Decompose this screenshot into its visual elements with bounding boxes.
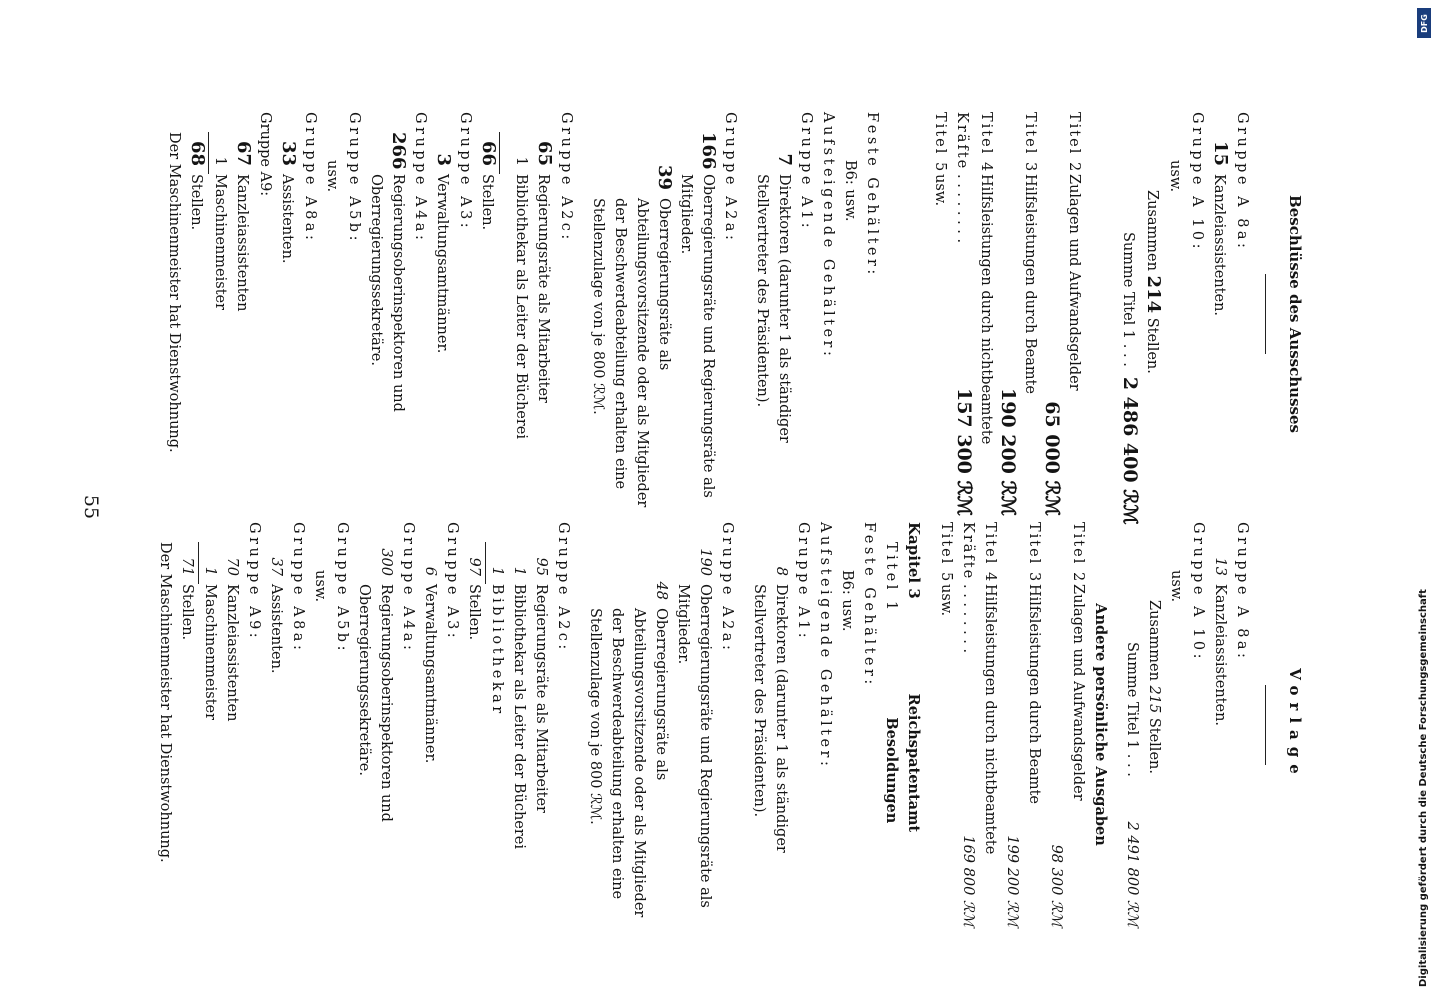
- gruppe-label: Gruppe A9:: [246, 522, 262, 642]
- beschluesse-column: [118, 112, 1308, 525]
- sum-line: 68 Stellen.: [185, 112, 209, 516]
- entry-line: 13 Kanzleiassistenten.: [1212, 557, 1228, 727]
- entry-line: 3 Verwaltungsamtmänner.: [433, 153, 454, 354]
- gruppe-label: Gruppe A5b:: [334, 522, 350, 654]
- entry-line: 15 Kanzleiassistenten.: [1210, 140, 1231, 317]
- entry-line: 6 Verwaltungsamtmänner.: [422, 566, 438, 764]
- zusammen-line: Zusammen 215 Stellen.: [1146, 600, 1162, 774]
- entry-line: 70 Kanzleiassistenten: [224, 557, 240, 722]
- gruppe-label: Gruppe A9:: [257, 112, 273, 197]
- titel-line: Titel 1 Besoldungen: [883, 542, 900, 824]
- titel-entry: Titel 2 Zulagen und Aufwandsgelder 65 000 ℛℳ: [1041, 112, 1082, 516]
- sum-line: 66 Stellen.: [476, 112, 500, 516]
- entry-line: 1 Maschinenmeister: [202, 566, 218, 721]
- gruppe-label: Gruppe A3:: [457, 112, 473, 232]
- gruppe-label: Gruppe A3:: [444, 522, 460, 642]
- funding-footer: Digitalisierung gefördert durch die Deutsche Forschungsgemeinschaft: [1418, 589, 1429, 987]
- gruppe-label: Gruppe A1:: [795, 522, 811, 642]
- sum-line: 71 Stellen.: [176, 522, 199, 927]
- entry-line: 37 Assistenten.: [268, 557, 284, 674]
- gruppe-label: Gruppe A8a:: [302, 112, 318, 244]
- entry-line: 1 Bibliothekar als Leiter der Bücherei: [511, 566, 527, 850]
- gruppe-label: Gruppe A 10:: [1190, 522, 1206, 663]
- entry-line: 65 Regierungsräte als Mitarbeiter: [534, 140, 555, 403]
- entry-block: 190 Oberregierungsräte und Regierungsräte als Mitglieder.: [675, 548, 713, 908]
- entry-block: 300 Regierungsoberinspektoren und Oberregierungssekretäre.: [356, 548, 394, 822]
- dfg-logo: DFG: [1417, 8, 1431, 38]
- beschluesse-heading: Beschlüsse des Ausschusses: [1286, 195, 1304, 433]
- entry-line: 1 Maschinenmeister: [212, 156, 228, 311]
- titel-entry: Titel 3 Hilfsleistungen durch Beamte 199 200 ℛℳ: [1004, 522, 1042, 927]
- aufst-label: Aufsteigende Gehälter:: [817, 522, 833, 770]
- entry-block: 8 Direktoren (darunter 1 als ständiger Stellvertreter des Präsidenten).: [751, 566, 789, 853]
- usw-text: usw.: [1167, 160, 1183, 193]
- usw-text: usw.: [312, 570, 328, 603]
- gruppe-label: Gruppe A 8a:: [1234, 112, 1250, 252]
- titel-entry: Titel 5 usw.: [932, 112, 948, 207]
- titel-entry: Titel 2 Zulagen und Aufwandsgelder 98 300 ℛℳ: [1048, 522, 1086, 927]
- entry-block: 166 Oberregierungsräte und Regierungsräte als Mitglieder.: [678, 132, 719, 498]
- b6-text: B6: usw.: [842, 160, 858, 222]
- titel-entry-cont: Kräfte . . . . . . . . 157 300 ℛℳ: [953, 112, 975, 516]
- entry-line: 1 Bibliothekar: [489, 566, 505, 717]
- zusammen-line: Zusammen 214 Stellen.: [1143, 190, 1164, 374]
- gruppe-label: Gruppe A2a:: [719, 522, 735, 654]
- entry-line: 95 Regierungsräte als Mitarbeiter: [533, 557, 549, 813]
- gruppe-label: Gruppe A1:: [798, 112, 814, 232]
- entry-line: 67 Kanzleiassistenten: [233, 140, 254, 312]
- gruppe-label: Gruppe A4a:: [412, 112, 428, 244]
- gruppe-label: Gruppe A5b:: [346, 112, 362, 244]
- gruppe-label: Gruppe A 10:: [1189, 112, 1205, 253]
- dienstwohnung-text: Der Maschinenmeister hat Dienstwohnung.: [157, 542, 173, 863]
- page-number: 55: [80, 494, 102, 520]
- b6-text: B6: usw.: [839, 570, 855, 632]
- entry-block: 7 Direktoren (darunter 1 als ständiger Stellvertreter des Präsidenten).: [754, 153, 795, 443]
- section-heading: Andere persönliche Ausgaben: [1092, 603, 1109, 846]
- gruppe-label: Gruppe A2c:: [558, 112, 574, 243]
- titel-entry: Titel 3 Hilfsleistungen durch Beamte 190 200 ℛℳ: [997, 112, 1038, 516]
- titel-entry: Titel 4 Hilfsleistungen durch nichtbeamtete: [982, 522, 998, 855]
- vorlage-heading: Vorlage: [1286, 668, 1304, 781]
- feste-label: Feste Gehälter:: [861, 522, 877, 688]
- titel-entry: Titel 4 Hilfsleistungen durch nichtbeamtete: [978, 112, 994, 445]
- gruppe-label: Gruppe A4a:: [400, 522, 416, 654]
- vorlage-column: [118, 522, 1308, 927]
- summe-line: Summe Titel 1 . . . 2 491 800 ℛℳ: [1124, 642, 1140, 927]
- gruppe-label: Gruppe A8a:: [290, 522, 306, 654]
- feste-label: Feste Gehälter:: [864, 112, 880, 278]
- entry-block: 39 Oberregierungsräte als Abteilungsvorsitzende oder als Mitglieder der Beschwerdeabteilung erhalten eine Stellenzulage von je 800 ℛℳ.: [590, 164, 675, 508]
- footer-strip: [1416, 12, 1432, 987]
- heading-rule: [1265, 274, 1266, 354]
- entry-line: 1 Bibliothekar als Leiter der Bücherei: [513, 156, 529, 440]
- kapitel-line: Kapitel 3 Reichspatentamt: [905, 522, 923, 833]
- aufst-label: Aufsteigende Gehälter:: [820, 112, 836, 360]
- usw-text: usw.: [1168, 570, 1184, 603]
- entry-block: 266 Regierungsoberinspektoren und Oberregierungssekretäre.: [368, 132, 409, 412]
- usw-text: usw.: [324, 160, 340, 193]
- gruppe-label: Gruppe A2a:: [722, 112, 738, 244]
- heading-rule: [1265, 685, 1266, 765]
- summe-line: Summe Titel 1 . . . 2 486 400 ℛℳ: [1119, 232, 1141, 525]
- sum-line: 97 Stellen.: [463, 522, 486, 927]
- titel-entry-cont: Kräfte . . . . . . . . 169 800 ℛℳ: [960, 522, 976, 927]
- dienstwohnung-text: Der Maschinenmeister hat Dienstwohnung.: [166, 132, 182, 453]
- entry-block: 48 Oberregierungsräte als Abteilungsvorsitzende oder als Mitglieder der Beschwerdeabteilung erhalten eine Stellenzulage von je 800 ℛℳ.: [587, 581, 669, 918]
- entry-line: 33 Assistenten.: [278, 140, 299, 264]
- gruppe-label: Gruppe A 8a:: [1234, 522, 1250, 662]
- gruppe-label: Gruppe A2c:: [555, 522, 571, 653]
- titel-entry: Titel 5 usw.: [938, 522, 954, 617]
